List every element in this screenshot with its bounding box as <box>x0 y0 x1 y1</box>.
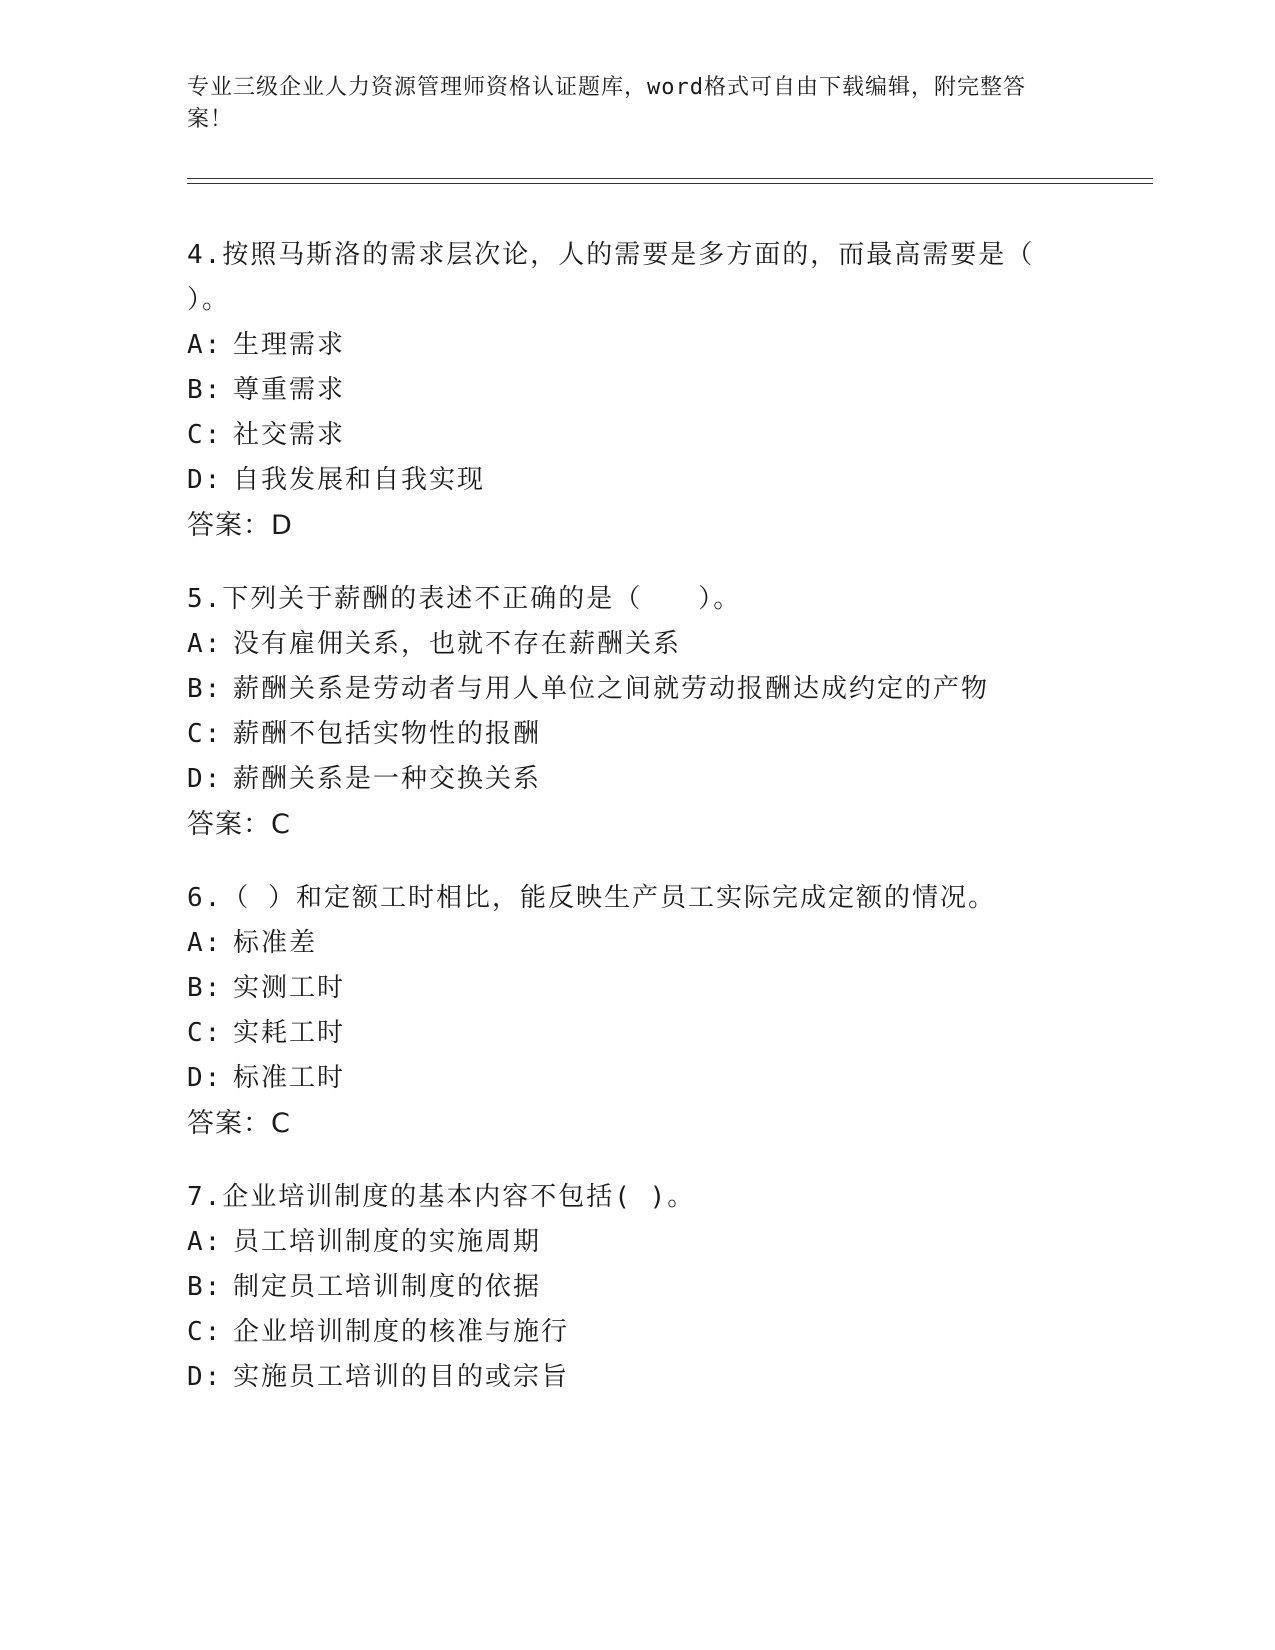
answer-line: 答案：D <box>187 510 293 541</box>
option-key: A: <box>187 1227 223 1257</box>
question-7 <box>187 1175 1087 1400</box>
option-text: 实耗工时 <box>233 1018 346 1048</box>
question-5 <box>187 577 1087 847</box>
document-header: 专业三级企业人力资源管理师资格认证题库，word格式可自由下载编辑，附完整答案！ <box>187 75 1026 132</box>
option-key: D: <box>187 1063 223 1093</box>
option-d <box>187 458 1087 503</box>
option-text: 社交需求 <box>233 420 346 450</box>
header-divider-bottom <box>187 183 1153 184</box>
option-text: 薪酬关系是劳动者与用人单位之间就劳动报酬达成约定的产物 <box>233 674 990 704</box>
option-key: D: <box>187 465 223 495</box>
option-b <box>187 1265 1087 1310</box>
option-text: 制定员工培训制度的依据 <box>233 1272 542 1302</box>
option-text: 实测工时 <box>233 973 346 1003</box>
option-a <box>187 921 1087 966</box>
option-text: 标准工时 <box>233 1063 346 1093</box>
option-text: 标准差 <box>233 928 318 958</box>
option-text: 自我发展和自我实现 <box>233 465 486 495</box>
option-d <box>187 1355 1087 1400</box>
option-b <box>187 966 1087 1011</box>
option-key: D: <box>187 1362 223 1392</box>
option-text: 员工培训制度的实施周期 <box>233 1227 542 1257</box>
option-text: 尊重需求 <box>233 375 346 405</box>
option-key: B: <box>187 375 223 405</box>
option-key: A: <box>187 330 223 360</box>
option-text: 生理需求 <box>233 330 346 360</box>
option-b <box>187 368 1087 413</box>
option-a <box>187 323 1087 368</box>
option-text: 实施员工培训的目的或宗旨 <box>233 1362 570 1392</box>
option-c <box>187 1011 1087 1056</box>
answer-line: 答案：C <box>187 809 291 840</box>
option-c <box>187 712 1087 757</box>
question-stem: 7.企业培训制度的基本内容不包括( )。 <box>187 1182 696 1212</box>
option-key: C: <box>187 1317 223 1347</box>
option-c <box>187 1310 1087 1355</box>
option-key: C: <box>187 420 223 450</box>
question-6 <box>187 876 1087 1146</box>
option-a <box>187 1220 1087 1265</box>
option-key: B: <box>187 973 223 1003</box>
header-divider-top <box>187 178 1153 179</box>
option-a <box>187 622 1087 667</box>
option-key: A: <box>187 629 223 659</box>
option-text: 薪酬关系是一种交换关系 <box>233 764 542 794</box>
question-stem: 5.下列关于薪酬的表述不正确的是（ ）。 <box>187 584 742 614</box>
option-d <box>187 757 1087 802</box>
question-stem: 6.（ ）和定额工时相比，能反映生产员工实际完成定额的情况。 <box>187 883 996 913</box>
option-key: B: <box>187 1272 223 1302</box>
option-text: 没有雇佣关系，也就不存在薪酬关系 <box>233 629 682 659</box>
question-stem: 4.按照马斯洛的需求层次论，人的需要是多方面的，而最高需要是（ ）。 <box>187 240 1035 315</box>
option-key: B: <box>187 674 223 704</box>
option-key: D: <box>187 764 223 794</box>
option-text: 薪酬不包括实物性的报酬 <box>233 719 542 749</box>
option-d <box>187 1056 1087 1101</box>
option-b <box>187 667 1087 712</box>
question-4 <box>187 233 1087 548</box>
option-key: C: <box>187 1018 223 1048</box>
option-key: A: <box>187 928 223 958</box>
option-key: C: <box>187 719 223 749</box>
question-list <box>187 233 1087 1429</box>
option-c <box>187 413 1087 458</box>
answer-line: 答案：C <box>187 1108 291 1139</box>
option-text: 企业培训制度的核准与施行 <box>233 1317 570 1347</box>
